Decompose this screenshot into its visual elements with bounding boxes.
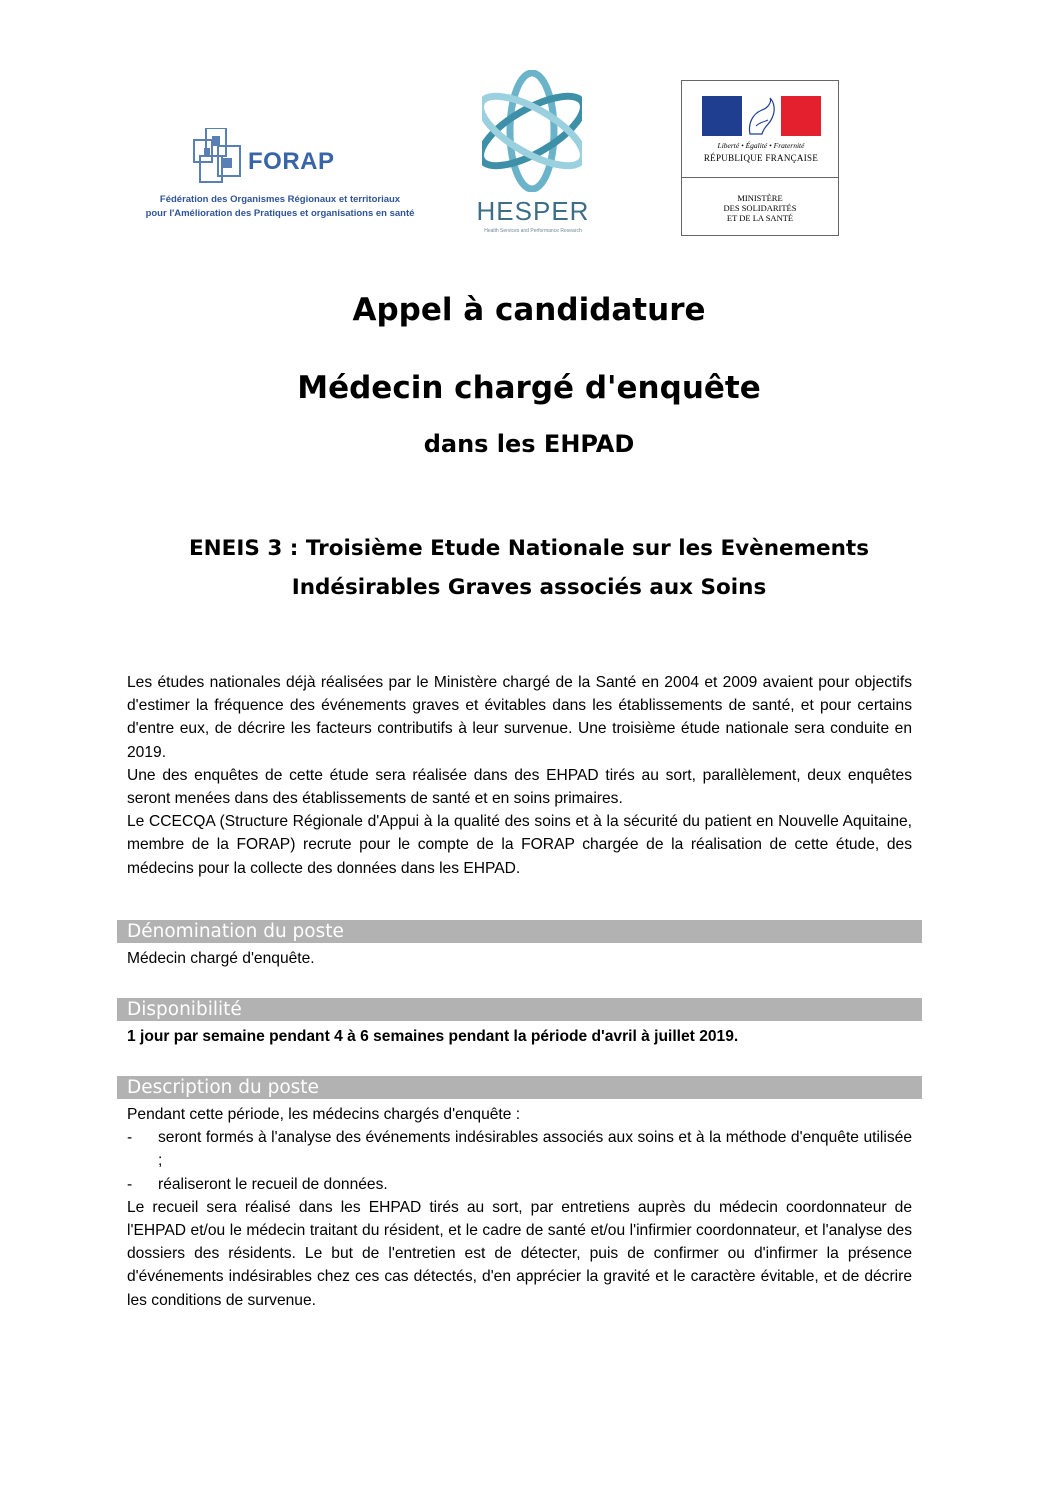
ministere-line-1: MINISTÈRE xyxy=(737,193,783,203)
disponibilite-text: 1 jour par semaine pendant 4 à 6 semaines pendant la période d'avril à juillet 2019. xyxy=(127,1028,739,1045)
page-title: Appel à candidature xyxy=(352,292,706,328)
marianne-icon xyxy=(742,96,781,136)
intro-paragraph-3: Le CCECQA (Structure Régionale d'Appui à la qualité des soins et à la sécurité du patient en Nouvelle Aquitaine, membre de la FORAP) recrute pour le compte de la FORAP chargée de la réalisation de cette étude, des médecins pour la collecte des données dans les EHPAD. xyxy=(127,813,912,877)
section-header-description xyxy=(117,1076,922,1099)
section-header-denomination xyxy=(117,920,922,943)
hesper-name: HESPER xyxy=(476,196,590,226)
hesper-logo xyxy=(468,70,598,240)
forap-squares-icon xyxy=(192,128,244,188)
logo-row xyxy=(0,70,1058,245)
section-heading: Dénomination du poste xyxy=(127,921,344,942)
section-header-disponibilite xyxy=(117,998,922,1021)
section-heading: Disponibilité xyxy=(127,999,242,1020)
forap-name: FORAP xyxy=(248,148,335,175)
list-item xyxy=(127,1126,912,1172)
forap-tagline-1: Fédération des Organismes Régionaux et territoriaux xyxy=(159,194,401,205)
hesper-atom-icon xyxy=(482,70,582,192)
intro-paragraph-2: Une des enquêtes de cette étude sera réalisée dans des EHPAD tirés au sort, parallèlement, deux enquêtes seront menées dans des établissements de santé et en soins primaires. xyxy=(127,766,912,808)
ministere-line-2: DES SOLIDARITÉS xyxy=(723,203,797,213)
forap-logo xyxy=(130,128,430,238)
description-text xyxy=(127,1103,912,1312)
study-title-line-2: Indésirables Graves associés aux Soins xyxy=(291,575,767,600)
denomination-text: Médecin chargé d'enquête. xyxy=(127,950,315,967)
list-item xyxy=(127,1173,912,1196)
intro-paragraph-1: Les études nationales déjà réalisées par le Ministère chargé de la Santé en 2004 et 2009 avaient pour objectifs d'estimer la fréquence des événements graves et évitables dans les établissements de santé, et pour certains d'entre eux, de décrire les facteurs contributifs à leur survenue. Une troisième étude nationale sera conduite en 2019. xyxy=(127,674,912,761)
bullet-marker: - xyxy=(127,1129,133,1147)
description-lead: Pendant cette période, les médecins chargés d'enquête : xyxy=(127,1106,521,1123)
ministere-logo xyxy=(681,80,839,236)
hesper-subtitle: Health Services and Performance Research xyxy=(484,228,582,234)
intro-text xyxy=(127,671,912,880)
bullet-marker: - xyxy=(127,1175,133,1193)
divider xyxy=(682,177,838,178)
french-flag xyxy=(702,96,821,136)
list-item-text: seront formés à l'analyse des événements indésirables associés aux soins et à la méthode d'enquête utilisée ; xyxy=(158,1129,912,1170)
study-title-line-1: ENEIS 3 : Troisième Etude Nationale sur les Evènements xyxy=(189,536,869,561)
description-paragraph: Le recueil sera réalisé dans les EHPAD tirés au sort, par entretiens auprès du médecin coordonnateur de l'EHPAD et/ou le médecin traitant du résident, et le cadre de santé et/ou l'infirmier coordonnateur, et l'analyse des dossiers des résidents. Le but de l'entretien est de détecter, puis de confirmer ou d'infirmer la présence d'événements indésirables chez ces cas détectés, d'en apprécier la gravité et le caractère évitable, et de décrire les conditions de survenue. xyxy=(127,1198,912,1309)
job-title: Médecin chargé d'enquête xyxy=(297,370,761,406)
ministere-name xyxy=(682,193,838,223)
job-location: dans les EHPAD xyxy=(423,430,635,458)
ministere-line-3: ET DE LA SANTÉ xyxy=(726,213,794,223)
forap-tagline-2: pour l'Amélioration des Pratiques et organisations en santé xyxy=(145,208,415,219)
devise-text: Liberté • Égalité • Fraternité xyxy=(717,141,805,150)
republique-text: RÉPUBLIQUE FRANÇAISE xyxy=(703,153,819,163)
section-heading: Description du poste xyxy=(127,1077,319,1098)
list-item-text: réaliseront le recueil de données. xyxy=(158,1175,388,1193)
